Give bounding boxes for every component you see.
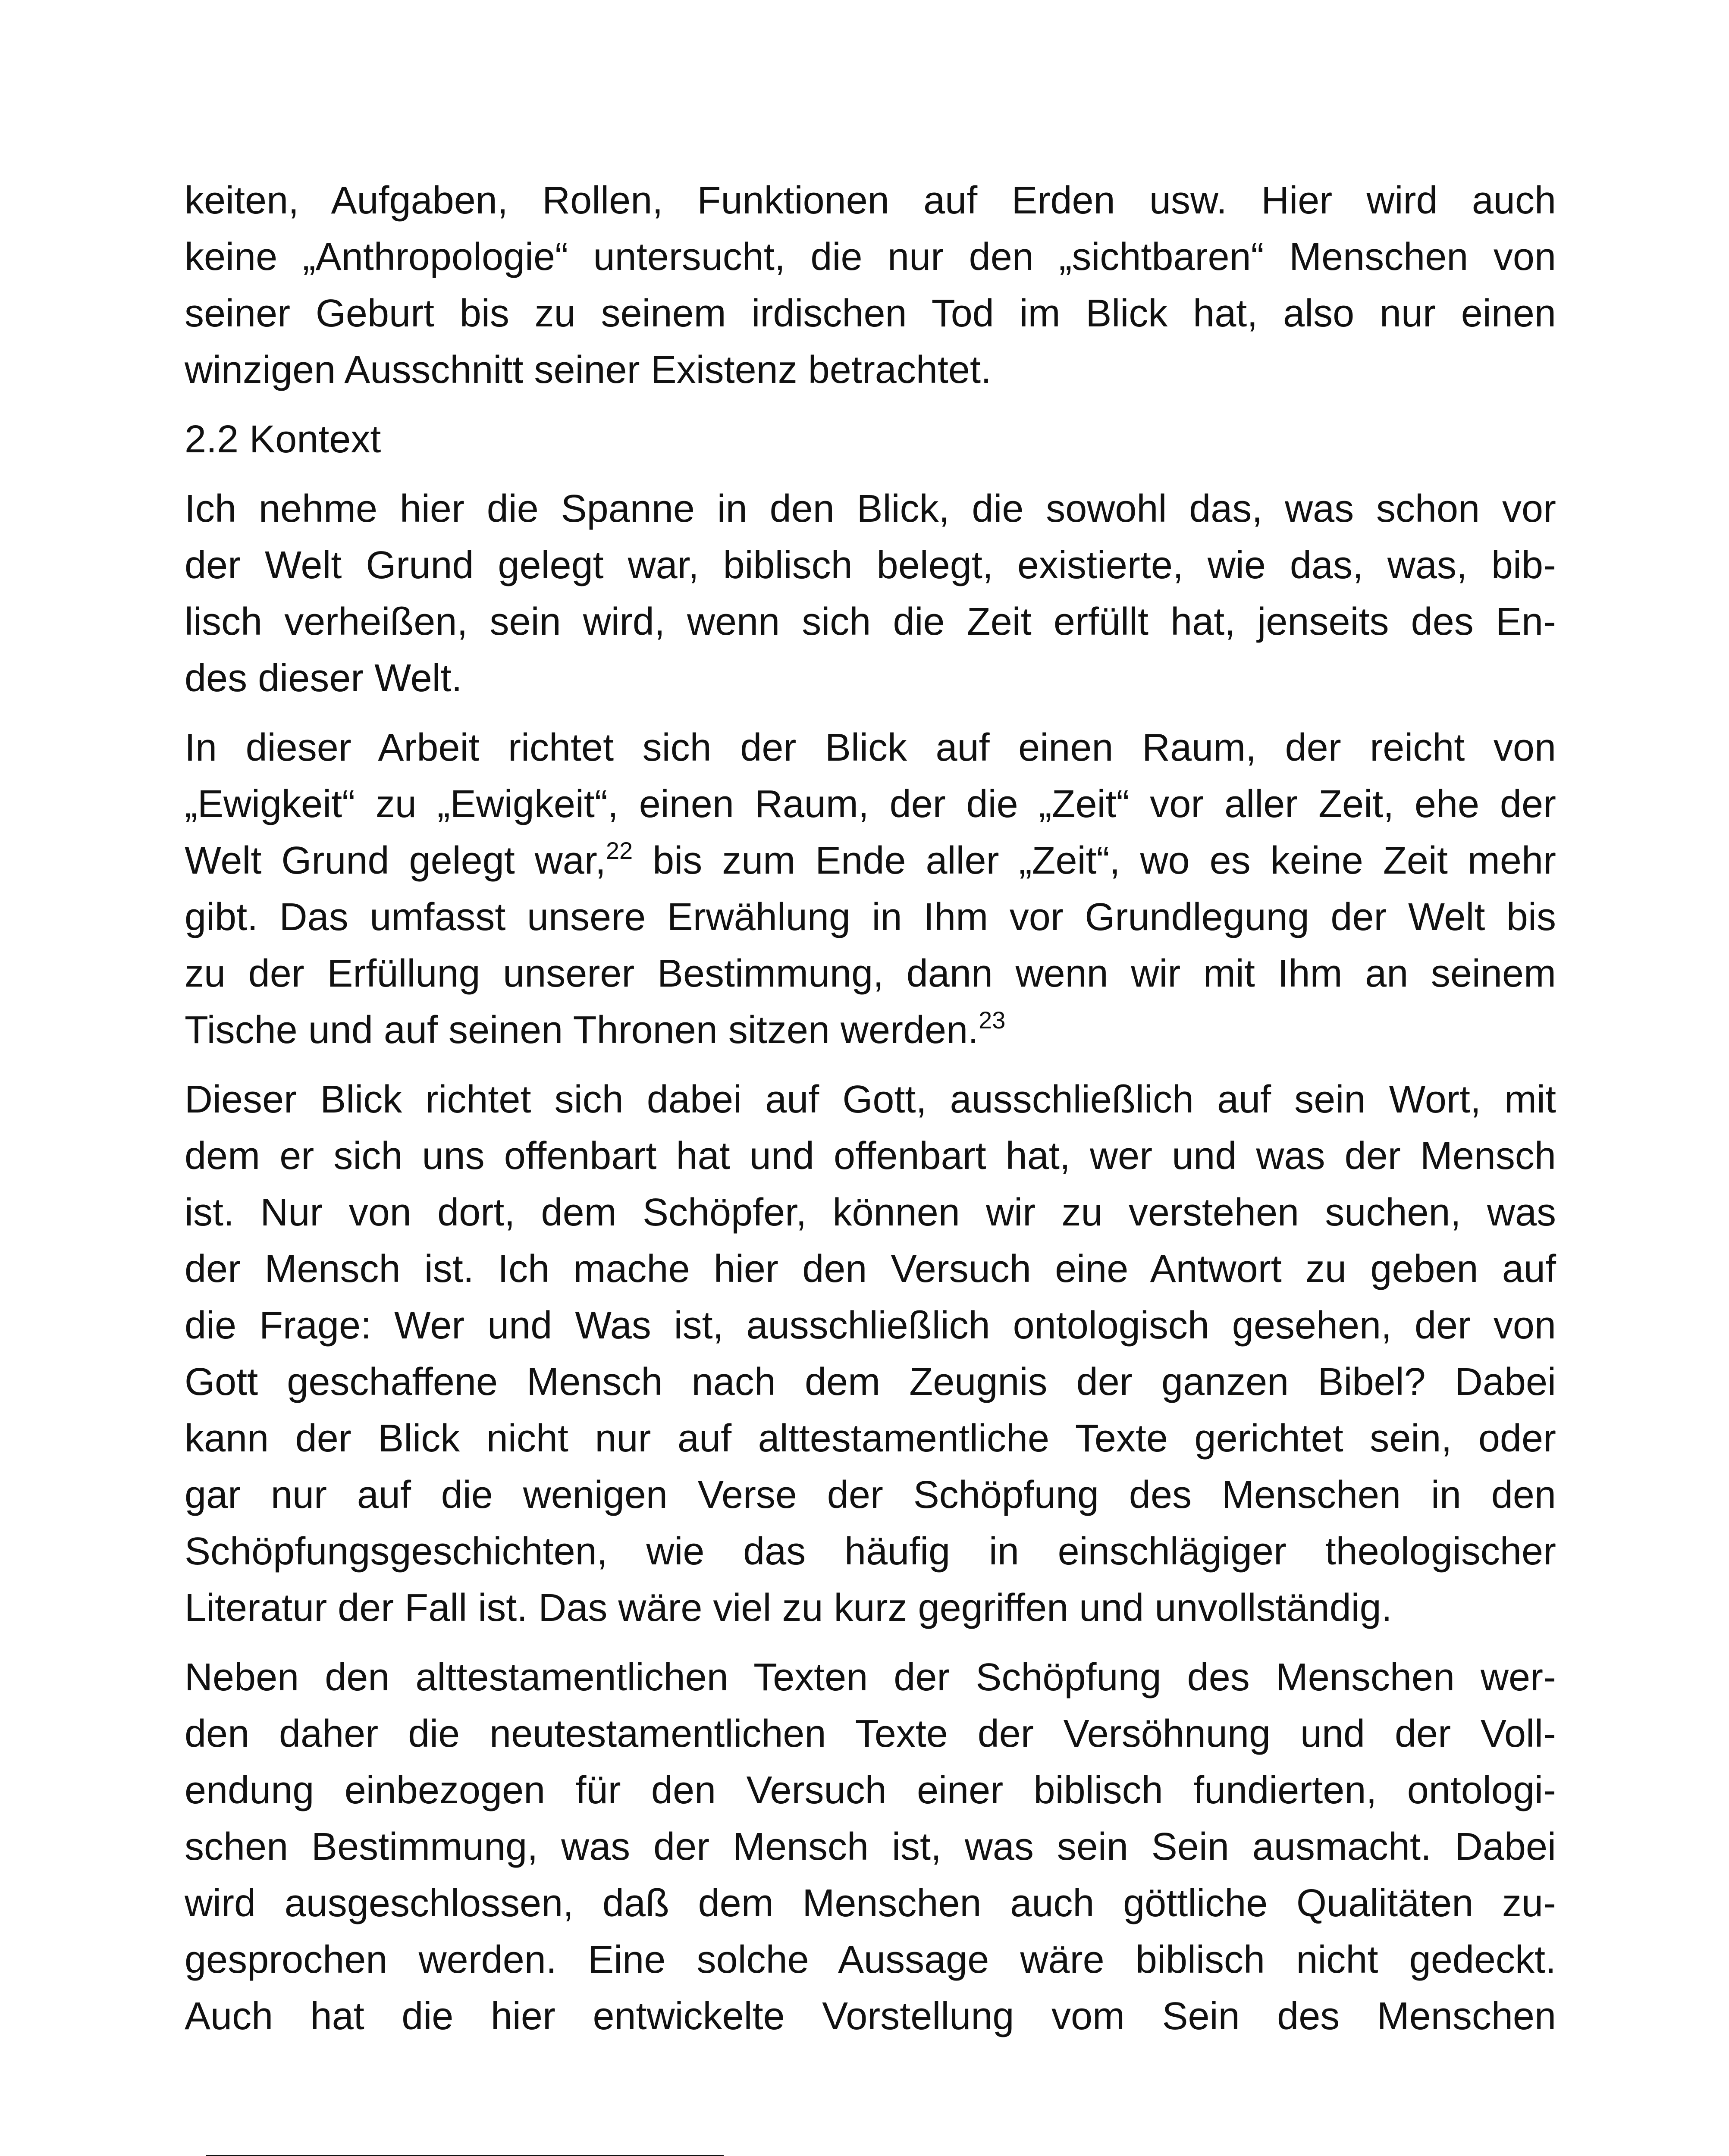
text-line: gesprochen werden. Eine solche Aussage wäre biblisch nicht gedeckt. bbox=[185, 1938, 1556, 1981]
text-line: kann der Blick nicht nur auf alttestamentliche Texte gerichtet sein, oder bbox=[185, 1417, 1556, 1460]
text-line: dem er sich uns offenbart hat und offenbart hat, wer und was der Mensch bbox=[185, 1134, 1556, 1178]
text-line: seiner Geburt bis zu seinem irdischen Tod im Blick hat, also nur einen bbox=[185, 292, 1556, 335]
text-line: gibt. Das umfasst unsere Erwählung in Ihm vor Grundlegung der Welt bis bbox=[185, 896, 1556, 939]
text-line: Neben den alttestamentlichen Texten der Schöpfung des Menschen wer- bbox=[185, 1656, 1556, 1699]
text-line-with-footnote bbox=[185, 833, 1556, 889]
text-line: zu der Erfüllung unserer Bestimmung, dann wenn wir mit Ihm an seinem bbox=[185, 952, 1556, 995]
text-line: den daher die neutestamentlichen Texte der Versöhnung und der Voll- bbox=[185, 1712, 1556, 1755]
text-line: ist. Nur von dort, dem Schöpfer, können wir zu verstehen suchen, was bbox=[185, 1191, 1556, 1234]
text-line: des dieser Welt. bbox=[185, 657, 462, 700]
text-line: der Mensch ist. Ich mache hier den Versuch eine Antwort zu geben auf bbox=[185, 1247, 1556, 1291]
text-line: Dieser Blick richtet sich dabei auf Gott, ausschließlich auf sein Wort, mit bbox=[185, 1078, 1556, 1121]
text-line: „Ewigkeit“ zu „Ewigkeit“, einen Raum, der die „Zeit“ vor aller Zeit, ehe der bbox=[185, 783, 1556, 826]
text-segment: bis zum Ende aller „Zeit“, wo es keine Zeit mehr bbox=[633, 839, 1556, 882]
paragraph bbox=[185, 1072, 1556, 1636]
text-line: der Welt Grund gelegt war, biblisch belegt, existierte, wie das, was, bib- bbox=[185, 544, 1556, 587]
text-line: Schöpfungsgeschichten, wie das häufig in einschlägiger theologischer bbox=[185, 1530, 1556, 1573]
text-line: keine „Anthropologie“ untersucht, die nur den „sichtbaren“ Menschen von bbox=[185, 235, 1556, 279]
text-segment: Welt Grund gelegt war, bbox=[185, 839, 606, 882]
text-line: die Frage: Wer und Was ist, ausschließlich ontologisch gesehen, der von bbox=[185, 1304, 1556, 1347]
footnote-reference-22[interactable]: 22 bbox=[606, 837, 633, 864]
paragraph bbox=[185, 1649, 1556, 2045]
text-line: winzigen Ausschnitt seiner Existenz betrachtet. bbox=[185, 348, 992, 392]
text-line: schen Bestimmung, was der Mensch ist, was sein Sein ausmacht. Dabei bbox=[185, 1825, 1556, 1868]
text-line: keiten, Aufgaben, Rollen, Funktionen auf Erden usw. Hier wird auch bbox=[185, 179, 1556, 222]
paragraph bbox=[185, 720, 1556, 1059]
text-line-with-footnote bbox=[185, 1002, 1556, 1059]
text-segment: Tische und auf seinen Thronen sitzen werden. bbox=[185, 1009, 979, 1052]
text-line: gar nur auf die wenigen Verse der Schöpfung des Menschen in den bbox=[185, 1473, 1556, 1517]
footnote-reference-23[interactable]: 23 bbox=[979, 1006, 1006, 1034]
section-heading: 2.2 Kontext bbox=[185, 418, 381, 461]
text-line: lisch verheißen, sein wird, wenn sich die Zeit erfüllt hat, jenseits des En- bbox=[185, 600, 1556, 643]
paragraph-continuation bbox=[185, 172, 1556, 398]
text-line: Literatur der Fall ist. Das wäre viel zu kurz gegriffen und unvollständig. bbox=[185, 1586, 1392, 1630]
text-line: wird ausgeschlossen, daß dem Menschen auch göttliche Qualitäten zu- bbox=[185, 1882, 1556, 1925]
paragraph bbox=[185, 481, 1556, 707]
text-line: Gott geschaffene Mensch nach dem Zeugnis der ganzen Bibel? Dabei bbox=[185, 1360, 1556, 1404]
text-line: Ich nehme hier die Spanne in den Blick, die sowohl das, was schon vor bbox=[185, 487, 1556, 530]
body-text bbox=[185, 172, 1556, 2058]
text-line: endung einbezogen für den Versuch einer biblisch fundierten, ontologi- bbox=[185, 1769, 1556, 1812]
text-line: In dieser Arbeit richtet sich der Blick auf einen Raum, der reicht von bbox=[185, 726, 1556, 769]
text-line: Auch hat die hier entwickelte Vorstellung vom Sein des Menschen bbox=[185, 1995, 1556, 2038]
